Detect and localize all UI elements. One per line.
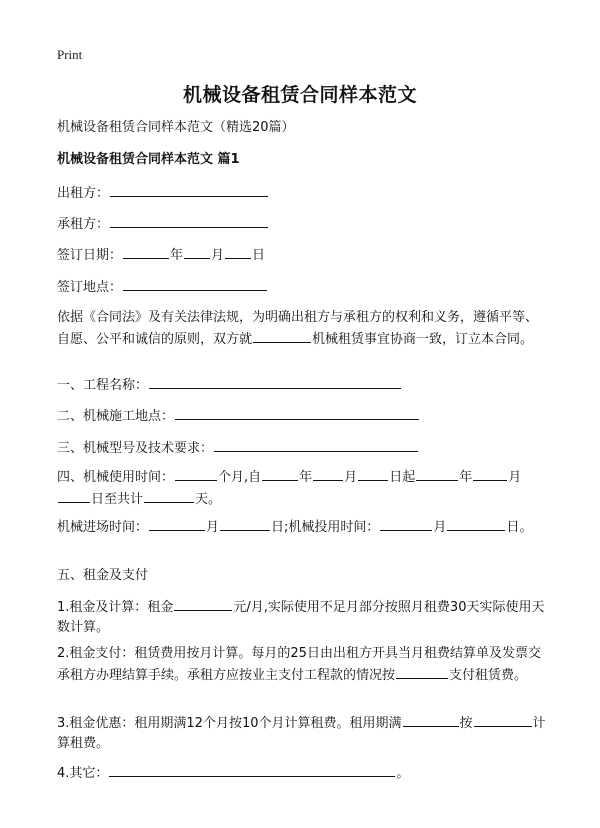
entry-month-char: 月 bbox=[206, 520, 220, 535]
sign-date-row bbox=[57, 244, 265, 266]
section-heading: 机械设备租赁合同样本范文 篇1 bbox=[57, 152, 240, 167]
document-subtitle: 机械设备租赁合同样本范文（精选20篇） bbox=[57, 120, 295, 135]
item4-year-char-1: 年 bbox=[299, 470, 313, 485]
rent1-text-2: 元/月,实际使用不足月部分按照月租费30天实际使用天数计算。 bbox=[57, 600, 545, 635]
lessor-row bbox=[57, 182, 269, 204]
item2-label: 二、机械施工地点： bbox=[57, 409, 175, 424]
item4-from-day-blank bbox=[358, 466, 388, 481]
entry-time-paragraph bbox=[57, 516, 547, 538]
rent2-text-2: 支付租赁费。 bbox=[449, 668, 528, 683]
intro-blank bbox=[253, 328, 311, 343]
intro-paragraph bbox=[57, 308, 547, 350]
rent2-paragraph bbox=[57, 644, 547, 686]
rent4-row bbox=[57, 762, 409, 784]
item4-day-from: 日起 bbox=[389, 470, 416, 485]
item4-from-month-blank bbox=[313, 466, 343, 481]
sign-day-blank bbox=[225, 244, 251, 259]
rent4-blank bbox=[109, 762, 395, 777]
entry-day-sep: 日;机械投用时间： bbox=[271, 520, 380, 535]
use-month-char: 月 bbox=[433, 520, 447, 535]
item4-months-text: 个月,自 bbox=[218, 470, 262, 485]
item4-year-char-2: 年 bbox=[459, 470, 473, 485]
sign-place-row bbox=[57, 276, 268, 298]
sign-place-label: 签订地点： bbox=[57, 280, 123, 295]
item4-month-char-1: 月 bbox=[344, 470, 358, 485]
sign-date-label: 签订日期： bbox=[57, 248, 123, 263]
entry-period: 日。 bbox=[506, 520, 533, 535]
lessor-label: 出租方： bbox=[57, 186, 110, 201]
item4-month-char-2: 月 bbox=[508, 470, 522, 485]
month-char: 月 bbox=[211, 248, 225, 263]
item4-months-blank bbox=[175, 466, 217, 481]
use-day-blank bbox=[447, 516, 505, 531]
lessee-row bbox=[57, 213, 269, 235]
print-link[interactable]: Print bbox=[57, 47, 83, 62]
rent3-text-2: 按 bbox=[459, 716, 473, 731]
lessor-blank bbox=[110, 182, 268, 197]
day-char: 日 bbox=[252, 248, 266, 263]
sign-year-blank bbox=[123, 244, 169, 259]
item1-row bbox=[57, 374, 402, 396]
item4-total-days-blank bbox=[144, 488, 194, 503]
item4-day-to: 日至共计 bbox=[91, 492, 144, 507]
sign-place-blank bbox=[123, 276, 267, 291]
item3-blank bbox=[214, 437, 418, 452]
item3-row bbox=[57, 437, 419, 459]
item3-label: 三、机械型号及技术要求： bbox=[57, 441, 214, 456]
item4-to-day-blank bbox=[58, 488, 90, 503]
lessee-label: 承租方： bbox=[57, 217, 110, 232]
rent1-amount-blank bbox=[174, 596, 232, 611]
use-month-blank bbox=[380, 516, 432, 531]
item1-label: 一、工程名称： bbox=[57, 378, 149, 393]
rent3-period-blank bbox=[403, 712, 459, 727]
rent4-label: 4.其它： bbox=[57, 766, 109, 781]
rent4-end: 。 bbox=[396, 766, 410, 781]
rent3-rate-blank bbox=[474, 712, 532, 727]
sign-month-blank bbox=[184, 244, 210, 259]
item1-blank bbox=[149, 374, 401, 389]
entry-day-blank bbox=[220, 516, 270, 531]
intro-text-1: 依据《合同法》及有关法律法规，为明确出租方与承租方的权利和义务，遵循平等、自愿、公平和诚信的原则，双方就 bbox=[57, 310, 539, 347]
item4-label: 四、机械使用时间： bbox=[57, 470, 175, 485]
item4-to-year-blank bbox=[416, 466, 458, 481]
rent2-blank bbox=[396, 664, 448, 679]
item2-blank bbox=[175, 405, 419, 420]
document-title: 机械设备租赁合同样本范文 bbox=[182, 84, 417, 106]
year-char: 年 bbox=[170, 248, 184, 263]
rent2-text-1: 2.租金支付：租赁费用按月计算。每月的25日由出租方开具当月租费结算单及发票交承租方办理结算手续。承租方应按业主支付工程款的情况按 bbox=[57, 646, 541, 683]
lessee-blank bbox=[110, 213, 268, 228]
item4-days-text: 天。 bbox=[195, 492, 222, 507]
item4-paragraph bbox=[57, 466, 547, 510]
item5-heading: 五、租金及支付 bbox=[57, 568, 149, 583]
item4-to-month-blank bbox=[473, 466, 507, 481]
rent3-text-1: 3.租金优惠：租用期满12个月按10个月计算租费。租用期满 bbox=[57, 716, 402, 731]
item4-from-year-blank bbox=[262, 466, 298, 481]
entry-month-blank bbox=[149, 516, 205, 531]
item2-row bbox=[57, 405, 420, 427]
rent1-text-1: 1.租金及计算：租金 bbox=[57, 600, 174, 615]
intro-text-2: 机械租赁事宜协商一致，订立本合同。 bbox=[312, 332, 534, 347]
rent3-text-3: 计算租费。 bbox=[57, 716, 546, 751]
entry-label: 机械进场时间： bbox=[57, 520, 149, 535]
rent1-paragraph bbox=[57, 596, 547, 638]
rent3-paragraph bbox=[57, 712, 547, 754]
